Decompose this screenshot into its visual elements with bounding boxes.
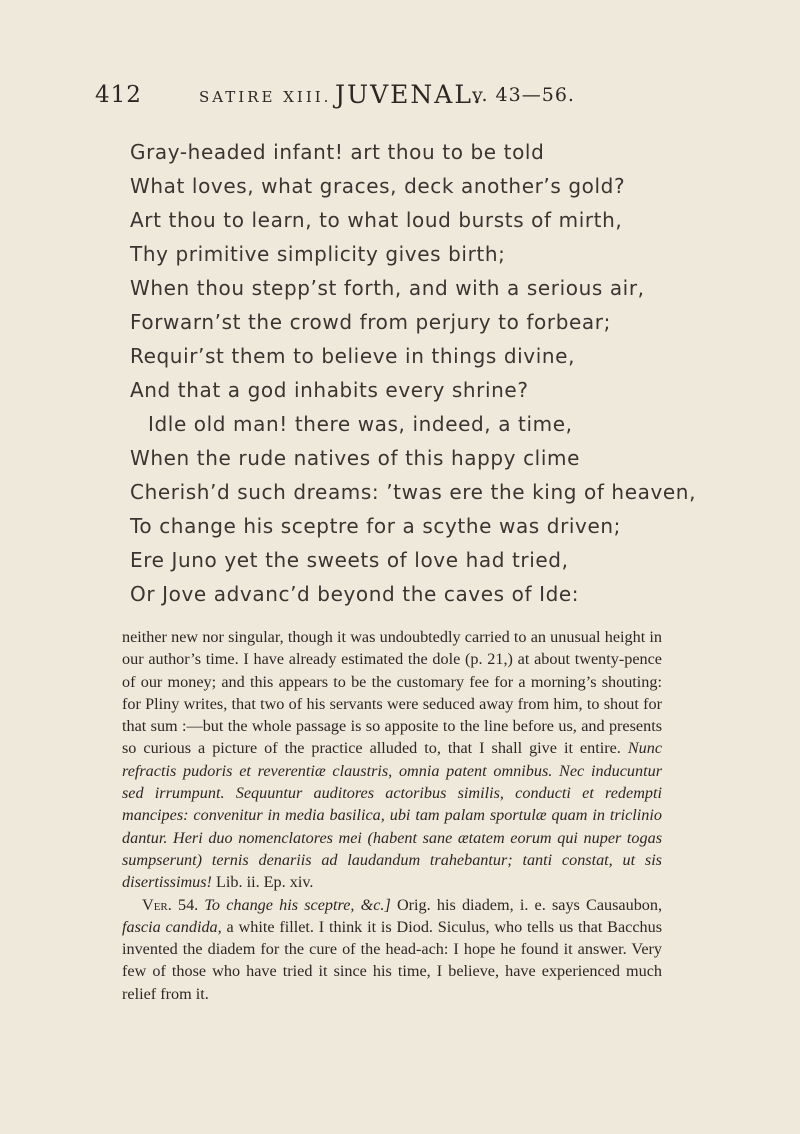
poem-line: Or Jove advanc’d beyond the caves of Ide:: [130, 582, 580, 606]
poem-line: Ere Juno yet the sweets of love had tried,: [130, 548, 569, 572]
footnotes: [122, 626, 662, 1005]
running-header: [95, 82, 695, 122]
latin-phrase: fascia candida,: [122, 917, 222, 936]
poem-line: Idle old man! there was, indeed, a time,: [148, 412, 573, 436]
poem-line: Thy primitive simplicity gives birth;: [130, 242, 506, 266]
poem-line: And that a god inhabits every shrine?: [130, 378, 529, 402]
note-text: a white fillet. I think it is Diod. Siculus, who tells us that Bacchus invented the diadem for the cure of the head-ach: I hope he found it answer. Very few of those who have tried it since his time, I believe, have experienced much relief from it.: [122, 917, 662, 1003]
footnote-paragraph: [122, 626, 662, 894]
citation: Lib. ii. Ep. xiv.: [216, 873, 314, 892]
lemma: To change his sceptre, &c.]: [204, 895, 391, 914]
page-number: 412: [95, 82, 142, 108]
poem-line: When the rude natives of this happy clime: [130, 446, 580, 470]
poem-line: Requir’st them to believe in things divine,: [130, 344, 576, 368]
author-name: JUVENAL.: [335, 80, 483, 109]
latin-quotation: Nunc refractis pudoris et reverentiæ claustris, omnia patent omnibus. Nec inducuntur sed irrumpunt. Sequuntur auditores actoribus similis, conducti et redempti mancipes: convenitur in media basilica, ubi tam palam sportulæ quam in triclinio dantur. Heri duo nomenclatores mei (habent sane ætatem eorum qui nuper togas sumpserunt) ternis denariis ad laudandum trahebantur; tanti constat, ut sis disertissimus!: [122, 739, 663, 892]
poem-line: Cherish’d such dreams: ’twas ere the king of heaven,: [130, 480, 697, 504]
verse-reference: Ver. 54.: [142, 895, 199, 914]
footnote-paragraph: [122, 894, 662, 1005]
satire-label: SATIRE XIII.: [199, 88, 332, 106]
poem-line: To change his sceptre for a scythe was driven;: [130, 514, 622, 538]
poem-line: Art thou to learn, to what loud bursts of mirth,: [130, 208, 623, 232]
note-text: Orig. his diadem, i. e. says Causaubon,: [396, 895, 663, 914]
poem-line: What loves, what graces, deck another’s gold?: [130, 174, 626, 198]
note-text: neither new nor singular, though it was undoubtedly carried to an unusual height in our author’s time. I have already estimated the dole (p. 21,) at about twenty-pence of our money; and this appears to be the customary fee for a morning’s shouting: for Pliny writes, that two of his servants were seduced away from him, to shout for that sum :—but the whole passage is so apposite to the line before us, and presents so curious a picture of the practice alluded to, that I shall give it entire.: [122, 628, 662, 758]
poem-line: Gray-headed infant! art thou to be told: [130, 140, 545, 164]
poem-line: When thou stepp’st forth, and with a serious air,: [130, 276, 645, 300]
poem-line: Forwarn’st the crowd from perjury to forbear;: [130, 310, 611, 334]
verse-range: v. 43—56.: [472, 84, 575, 106]
